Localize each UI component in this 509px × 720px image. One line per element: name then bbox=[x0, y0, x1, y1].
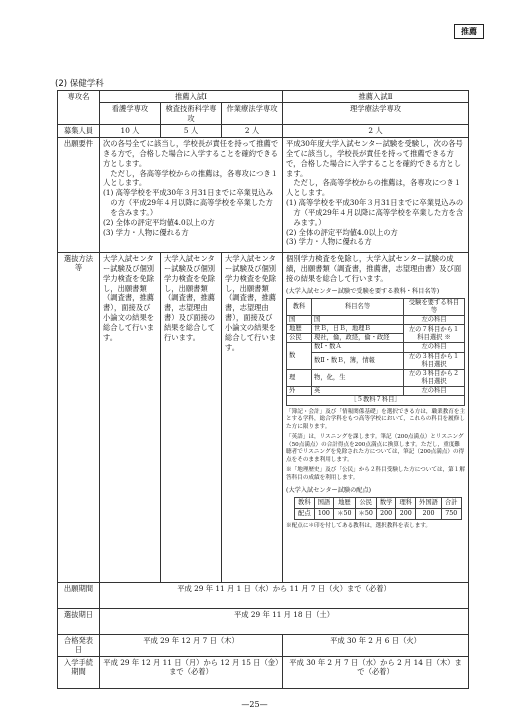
subject-cell: 左の７科目から１科目選択 ※ bbox=[404, 325, 465, 343]
subject-cell: 外 bbox=[287, 387, 312, 396]
major-pt: 理学療法学専攻 bbox=[283, 103, 469, 125]
group2-header: 推薦入試Ⅱ bbox=[283, 91, 469, 103]
subject-cell: 左の科目 bbox=[404, 315, 465, 324]
req1-item: (1) 高等学校を平成30年３月31日までに卒業見込みの方（平成29年４月以降に高等学校を卒業した方を含みます。） bbox=[103, 188, 273, 217]
req2-text: ただし，各高等学校からの推薦は，各専攻につき１人とします。 bbox=[286, 178, 462, 198]
subject-cell: 物，化，生 bbox=[312, 369, 404, 386]
result-label: 合格発表日 bbox=[58, 634, 100, 656]
major-nursing: 看護学専攻 bbox=[100, 103, 161, 125]
requirements-label: 出願要件 bbox=[58, 137, 100, 252]
capacity-pt: 2 人 bbox=[283, 125, 469, 137]
header-badge: 推薦 bbox=[454, 24, 484, 39]
method-pt bbox=[283, 252, 469, 582]
exam-label: 選抜期日 bbox=[58, 608, 100, 634]
apply-period: 平成 29 年 11 月 1 日（水）から 11 月 7 日（火）まで（必着） bbox=[100, 582, 469, 608]
subjects-head: 受験を要する科目等 bbox=[404, 298, 465, 315]
subject-cell: 公民 bbox=[287, 334, 312, 343]
requirements-1 bbox=[100, 137, 283, 252]
subjects-caption: (大学入試センター試験で受験を要する教科・科目名等) bbox=[286, 287, 440, 295]
score-head: 理科 bbox=[396, 497, 416, 508]
capacity-nursing: 10 人 bbox=[100, 125, 161, 137]
dept-label: 専攻名 bbox=[58, 91, 100, 125]
score-value: 100 bbox=[314, 508, 334, 519]
score-head: 数学 bbox=[376, 497, 396, 508]
method2-text: 個別学力検査を免除し，大学入試センター試験の成績，出願書類（調査書，推薦書，志望理由書）及び面接の結果を総合して行います。 bbox=[286, 253, 462, 283]
subject-cell: 数Ⅱ・数Ｂ，簿，情報 bbox=[312, 352, 404, 369]
capacity-lab: 5 人 bbox=[161, 125, 222, 137]
req2-text: 平成30年度大学入試センター試験を受験し，次の各号全てに該当し，学校長が責任を持って推薦できる方で，合格した場合に入学することを確約できる方とします。 bbox=[286, 138, 463, 178]
req1-item: (2) 全体の評定平均値4.0以上の方 bbox=[103, 217, 215, 227]
major-ot: 作業療法学専攻 bbox=[222, 103, 283, 125]
method-nursing: 大学入試センター試験及び個別学力検査を免除し，出願書類（調査書，推薦書），面接及び小論文の結果を総合して行います。 bbox=[100, 252, 161, 582]
score-head: 公民 bbox=[355, 497, 376, 508]
major-lab: 検査技術科学専攻 bbox=[161, 103, 222, 125]
subject-cell: 左の科目 bbox=[404, 387, 465, 396]
subject-cell: 左の科目 bbox=[404, 343, 465, 352]
subject-cell: 左の３科目から１科目選択 bbox=[404, 352, 465, 369]
score-value: 200 bbox=[416, 508, 442, 519]
subjects-table bbox=[286, 298, 465, 406]
score-caption: (大学入試センター試験の配点) bbox=[286, 486, 372, 494]
subject-cell: 左の３科目から２科目選択 bbox=[404, 369, 465, 386]
page-number: —25— bbox=[241, 700, 268, 709]
score-head: 外国語 bbox=[416, 497, 442, 508]
subject-cell: 理 bbox=[287, 369, 312, 386]
result-date-1: 平成 29 年 12 月 7 日（木） bbox=[100, 634, 283, 656]
subject-cell: 数Ⅰ・数Ａ bbox=[312, 343, 404, 352]
score-table bbox=[294, 497, 461, 520]
enroll-period-1: 平成 29 年 12 月 11 日（月）から 12 月 15 日（金）まで（必着） bbox=[100, 656, 283, 688]
subject-cell: 国 bbox=[312, 315, 404, 324]
subject-cell: 国 bbox=[287, 315, 312, 324]
subject-cell: 現社，倫，政経，倫・政経 bbox=[312, 334, 404, 343]
req2-item: (1) 高等学校を平成30年３月31日までに卒業見込みの方（平成29年４月以降に高等学校を卒業した方を含みます。） bbox=[286, 198, 464, 227]
subject-note: 「簿記・会計」及び「情報関係基礎」を選択できる方は，職業教育を主とする学科，総合学科をもつ高等学校において，これらの科目を履修した方に限ります。 bbox=[286, 408, 466, 430]
section-title: (2) 保健学科 bbox=[55, 79, 104, 89]
score-head: 地歴 bbox=[334, 497, 355, 508]
admissions-table bbox=[57, 90, 469, 689]
method-label: 選抜方法等 bbox=[58, 252, 100, 582]
score-value: 200 bbox=[376, 508, 396, 519]
subject-note: 「英語」は，リスニングを課します。筆記（200点満点）とリスニング（50点満点）の合計得点を200点満点に換算します。ただし，重度難聴者でリスニングを免除された方については，筆記（200点満点）の得点をそのまま利用します。 bbox=[286, 434, 465, 463]
subjects-head: 教科 bbox=[287, 298, 312, 315]
subjects-total: ［５教科７科目］ bbox=[287, 396, 465, 405]
method-ot: 大学入試センター試験及び個別学力検査を免除し，出願書類（調査書，推薦書，志望理由書），面接及び小論文の結果を総合して行います。 bbox=[222, 252, 283, 582]
enroll-label: 入学手続期間 bbox=[58, 656, 100, 688]
score-value: 200 bbox=[396, 508, 416, 519]
req2-item: (2) 全体の評定平均値4.0以上の方 bbox=[286, 227, 398, 237]
score-note: ※配点に＊印を付してある教科は，選択教科を表します。 bbox=[286, 522, 432, 529]
requirements-2 bbox=[283, 137, 469, 252]
score-value: ＊50 bbox=[334, 508, 355, 519]
group1-header: 推薦入試Ⅰ bbox=[100, 91, 283, 103]
result-date-2: 平成 30 年 2 月 6 日（火） bbox=[283, 634, 469, 656]
capacity-ot: 2 人 bbox=[222, 125, 283, 137]
score-value: 750 bbox=[441, 508, 461, 519]
subject-note: ※「地理歴史」及び「公民」から２科目受験した方については，第１解答科目の成績を利用します。 bbox=[286, 467, 465, 481]
req1-item: (3) 学力・人物に優れる方 bbox=[103, 227, 189, 237]
enroll-period-2: 平成 30 年 2 月 7 日（水）から 2 月 14 日（木）まで（必着） bbox=[283, 656, 469, 688]
subject-cell: 数 bbox=[287, 343, 312, 370]
score-head: 合計 bbox=[441, 497, 461, 508]
apply-label: 出願期間 bbox=[58, 582, 100, 608]
subject-cell: 地歴 bbox=[287, 325, 312, 334]
method-lab: 大学入試センター試験及び個別学力検査を免除し，出願書類（調査書，推薦書，志望理由書）及び面接の結果を総合して行います。 bbox=[161, 252, 222, 582]
score-value: 配点 bbox=[295, 508, 315, 519]
score-head: 国語 bbox=[314, 497, 334, 508]
req1-text: ただし，各高等学校からの推薦は，各専攻につき１人とします。 bbox=[103, 168, 278, 188]
req2-item: (3) 学力・人物に優れる方 bbox=[286, 237, 372, 247]
subject-cell: 世Ｂ，日Ｂ，地理Ｂ bbox=[312, 325, 404, 334]
subjects-head: 科目名等 bbox=[312, 298, 404, 315]
score-head: 教科 bbox=[295, 497, 315, 508]
capacity-label: 募集人員 bbox=[58, 125, 100, 137]
score-value: ＊50 bbox=[355, 508, 376, 519]
subject-cell: 英 bbox=[312, 387, 404, 396]
exam-date: 平成 29 年 11 月 18 日（土） bbox=[100, 608, 469, 634]
req1-text: 次の各号全てに該当し，学校長が責任を持って推薦できる方で，合格した場合に入学することを確約できる方とします。 bbox=[103, 138, 279, 168]
